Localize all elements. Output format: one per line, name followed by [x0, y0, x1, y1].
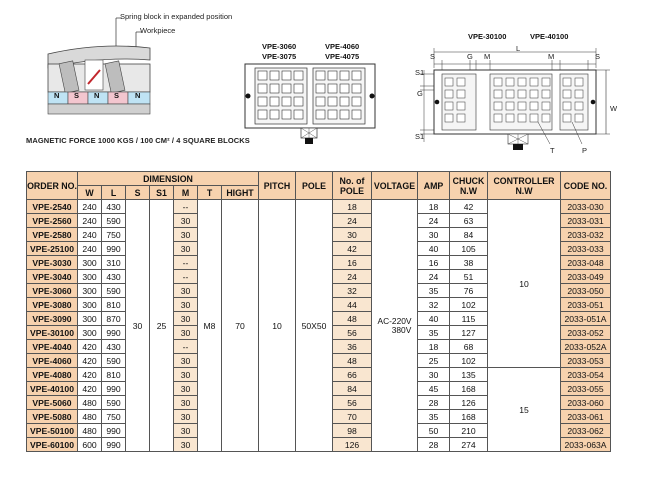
model-label: VPE-3060 [262, 42, 297, 51]
header-pole: POLE [296, 172, 333, 200]
code-cell: 2033-061 [561, 410, 611, 424]
no-of-pole-cell: 66 [333, 368, 372, 382]
w-cell: 240 [78, 242, 102, 256]
header-no-of-pole: No. of POLE [333, 172, 372, 200]
code-cell: 2033-033 [561, 242, 611, 256]
m-cell: 30 [174, 228, 198, 242]
l-cell: 430 [102, 340, 126, 354]
workpiece-label: Workpiece [140, 26, 176, 35]
chuck-nw-cell: 42 [450, 200, 488, 214]
no-of-pole-cell: 56 [333, 326, 372, 340]
m-cell: 30 [174, 410, 198, 424]
pole-letter: N [135, 91, 141, 100]
chuck-nw-cell: 127 [450, 326, 488, 340]
code-cell: 2033-063A [561, 438, 611, 452]
code-cell: 2033-062 [561, 424, 611, 438]
order-cell: VPE-3060 [27, 284, 78, 298]
l-cell: 750 [102, 228, 126, 242]
order-cell: VPE-40100 [27, 382, 78, 396]
code-cell: 2033-032 [561, 228, 611, 242]
magnetic-force-caption: MAGNETIC FORCE 1000 KGS / 100 CM² / 4 SQUARE BLOCKS [26, 136, 250, 145]
w-cell: 300 [78, 284, 102, 298]
pole-letter: N [54, 91, 60, 100]
amp-cell: 16 [418, 256, 450, 270]
l-cell: 990 [102, 438, 126, 452]
amp-cell: 30 [418, 228, 450, 242]
l-cell: 590 [102, 354, 126, 368]
l-cell: 310 [102, 256, 126, 270]
code-cell: 2033-053 [561, 354, 611, 368]
header-m: M [174, 186, 198, 200]
hight-cell: 70 [222, 200, 259, 452]
plan-view-small [243, 62, 378, 152]
amp-cell: 28 [418, 396, 450, 410]
dim-s1-label: S1 [415, 68, 425, 77]
m-cell: 30 [174, 312, 198, 326]
controller-nw-cell: 15 [488, 368, 561, 452]
no-of-pole-cell: 16 [333, 256, 372, 270]
no-of-pole-cell: 24 [333, 214, 372, 228]
l-cell: 870 [102, 312, 126, 326]
l-cell: 810 [102, 368, 126, 382]
order-cell: VPE-3080 [27, 298, 78, 312]
code-cell: 2033-052 [561, 326, 611, 340]
no-of-pole-cell: 42 [333, 242, 372, 256]
m-cell: -- [174, 256, 198, 270]
code-cell: 2033-050 [561, 284, 611, 298]
w-cell: 300 [78, 326, 102, 340]
m-cell: 30 [174, 368, 198, 382]
chuck-nw-cell: 76 [450, 284, 488, 298]
amp-cell: 25 [418, 354, 450, 368]
w-cell: 420 [78, 340, 102, 354]
code-cell: 2033-051 [561, 298, 611, 312]
amp-cell: 32 [418, 298, 450, 312]
code-cell: 2033-049 [561, 270, 611, 284]
spring-block-label: Spring block in expanded position [120, 12, 233, 21]
chuck-nw-cell: 84 [450, 228, 488, 242]
amp-cell: 40 [418, 312, 450, 326]
w-cell: 420 [78, 368, 102, 382]
code-cell: 2033-030 [561, 200, 611, 214]
order-cell: VPE-2560 [27, 214, 78, 228]
m-cell: 30 [174, 424, 198, 438]
header-voltage: VOLTAGE [372, 172, 418, 200]
amp-cell: 24 [418, 214, 450, 228]
header-t: T [198, 186, 222, 200]
w-cell: 480 [78, 396, 102, 410]
header-chuck-nw: CHUCK N.W [450, 172, 488, 200]
w-cell: 480 [78, 424, 102, 438]
s-cell: 30 [126, 200, 150, 452]
code-cell: 2033-054 [561, 368, 611, 382]
header-s1: S1 [150, 186, 174, 200]
no-of-pole-cell: 44 [333, 298, 372, 312]
m-cell: -- [174, 340, 198, 354]
header-amp: AMP [418, 172, 450, 200]
code-cell: 2033-031 [561, 214, 611, 228]
dim-t-label: T [550, 146, 555, 155]
chuck-nw-cell: 135 [450, 368, 488, 382]
l-cell: 990 [102, 242, 126, 256]
no-of-pole-cell: 70 [333, 410, 372, 424]
order-cell: VPE-2540 [27, 200, 78, 214]
no-of-pole-cell: 24 [333, 270, 372, 284]
order-cell: VPE-3090 [27, 312, 78, 326]
amp-cell: 30 [418, 368, 450, 382]
w-cell: 420 [78, 354, 102, 368]
amp-cell: 18 [418, 340, 450, 354]
order-cell: VPE-30100 [27, 326, 78, 340]
model-label: VPE-40100 [530, 32, 569, 41]
table-row [27, 200, 611, 214]
no-of-pole-cell: 48 [333, 312, 372, 326]
chuck-nw-cell: 115 [450, 312, 488, 326]
no-of-pole-cell: 98 [333, 424, 372, 438]
chuck-nw-cell: 102 [450, 354, 488, 368]
m-cell: 30 [174, 242, 198, 256]
pitch-cell: 10 [259, 200, 296, 452]
code-cell: 2033-048 [561, 256, 611, 270]
l-cell: 990 [102, 424, 126, 438]
order-cell: VPE-5060 [27, 396, 78, 410]
l-cell: 990 [102, 326, 126, 340]
order-cell: VPE-3030 [27, 256, 78, 270]
chuck-nw-cell: 126 [450, 396, 488, 410]
chuck-nw-cell: 51 [450, 270, 488, 284]
dim-g-label: G [417, 89, 423, 98]
order-cell: VPE-2580 [27, 228, 78, 242]
dim-w-label: W [610, 104, 618, 113]
w-cell: 240 [78, 200, 102, 214]
l-cell: 810 [102, 298, 126, 312]
no-of-pole-cell: 30 [333, 228, 372, 242]
w-cell: 240 [78, 214, 102, 228]
model-label: VPE-4060 [325, 42, 360, 51]
t-cell: M8 [198, 200, 222, 452]
order-cell: VPE-60100 [27, 438, 78, 452]
model-label: VPE-4075 [325, 52, 360, 61]
w-cell: 420 [78, 382, 102, 396]
chuck-nw-cell: 38 [450, 256, 488, 270]
spec-table [26, 171, 611, 452]
code-cell: 2033-051A [561, 312, 611, 326]
chuck-nw-cell: 168 [450, 410, 488, 424]
header-l: L [102, 186, 126, 200]
header-order-no: ORDER NO. [27, 172, 78, 200]
header-hight: HIGHT [222, 186, 259, 200]
amp-cell: 45 [418, 382, 450, 396]
plan-view-dimensioned [410, 42, 620, 157]
order-cell: VPE-3040 [27, 270, 78, 284]
order-cell: VPE-50100 [27, 424, 78, 438]
header-pitch: PITCH [259, 172, 296, 200]
m-cell: 30 [174, 326, 198, 340]
pole-cell: 50X50 [296, 200, 333, 452]
no-of-pole-cell: 126 [333, 438, 372, 452]
l-cell: 750 [102, 410, 126, 424]
pole-letter: S [114, 91, 120, 100]
product-diagrams [0, 0, 645, 160]
header-s: S [126, 186, 150, 200]
m-cell: -- [174, 270, 198, 284]
order-cell: VPE-5080 [27, 410, 78, 424]
m-cell: 30 [174, 382, 198, 396]
dim-s-label: S [430, 52, 436, 61]
dim-m-label: M [548, 52, 555, 61]
m-cell: 30 [174, 438, 198, 452]
w-cell: 300 [78, 312, 102, 326]
w-cell: 300 [78, 298, 102, 312]
l-cell: 430 [102, 270, 126, 284]
voltage-cell [372, 200, 418, 452]
w-cell: 300 [78, 270, 102, 284]
no-of-pole-cell: 32 [333, 284, 372, 298]
pole-letter: N [94, 91, 100, 100]
header-code-no: CODE NO. [561, 172, 611, 200]
chuck-nw-cell: 274 [450, 438, 488, 452]
chuck-nw-cell: 102 [450, 298, 488, 312]
amp-cell: 35 [418, 410, 450, 424]
voltage-line-1: AC-220V [377, 315, 412, 326]
amp-cell: 18 [418, 200, 450, 214]
chuck-nw-cell: 105 [450, 242, 488, 256]
code-cell: 2033-060 [561, 396, 611, 410]
code-cell: 2033-055 [561, 382, 611, 396]
dim-p-label: P [582, 146, 588, 155]
dim-s1-label: S1 [415, 132, 425, 141]
code-cell: 2033-052A [561, 340, 611, 354]
order-cell: VPE-25100 [27, 242, 78, 256]
order-cell: VPE-4080 [27, 368, 78, 382]
l-cell: 590 [102, 396, 126, 410]
dim-m-label: M [484, 52, 491, 61]
l-cell: 430 [102, 200, 126, 214]
model-label: VPE-30100 [468, 32, 507, 41]
amp-cell: 35 [418, 326, 450, 340]
m-cell: -- [174, 200, 198, 214]
m-cell: 30 [174, 284, 198, 298]
l-cell: 990 [102, 382, 126, 396]
l-cell: 590 [102, 214, 126, 228]
chuck-nw-cell: 68 [450, 340, 488, 354]
header-dimension: DIMENSION [78, 172, 259, 186]
header-w: W [78, 186, 102, 200]
no-of-pole-cell: 18 [333, 200, 372, 214]
dim-l-label: L [516, 44, 521, 53]
amp-cell: 50 [418, 424, 450, 438]
m-cell: 30 [174, 298, 198, 312]
amp-cell: 24 [418, 270, 450, 284]
chuck-nw-cell: 63 [450, 214, 488, 228]
chuck-nw-cell: 210 [450, 424, 488, 438]
order-cell: VPE-4040 [27, 340, 78, 354]
m-cell: 30 [174, 396, 198, 410]
s1-cell: 25 [150, 200, 174, 452]
m-cell: 30 [174, 354, 198, 368]
header-controller-nw: CONTROLLER N.W [488, 172, 561, 200]
w-cell: 480 [78, 410, 102, 424]
dim-g-label: G [467, 52, 473, 61]
amp-cell: 28 [418, 438, 450, 452]
no-of-pole-cell: 48 [333, 354, 372, 368]
no-of-pole-cell: 84 [333, 382, 372, 396]
amp-cell: 40 [418, 242, 450, 256]
l-cell: 590 [102, 284, 126, 298]
controller-nw-cell: 10 [488, 200, 561, 368]
voltage-line-2: 380V [391, 324, 412, 335]
w-cell: 600 [78, 438, 102, 452]
no-of-pole-cell: 56 [333, 396, 372, 410]
w-cell: 300 [78, 256, 102, 270]
order-cell: VPE-4060 [27, 354, 78, 368]
amp-cell: 35 [418, 284, 450, 298]
w-cell: 240 [78, 228, 102, 242]
pole-letter: S [74, 91, 80, 100]
m-cell: 30 [174, 214, 198, 228]
model-label: VPE-3075 [262, 52, 297, 61]
dim-s-label: S [595, 52, 601, 61]
chuck-nw-cell: 168 [450, 382, 488, 396]
no-of-pole-cell: 36 [333, 340, 372, 354]
